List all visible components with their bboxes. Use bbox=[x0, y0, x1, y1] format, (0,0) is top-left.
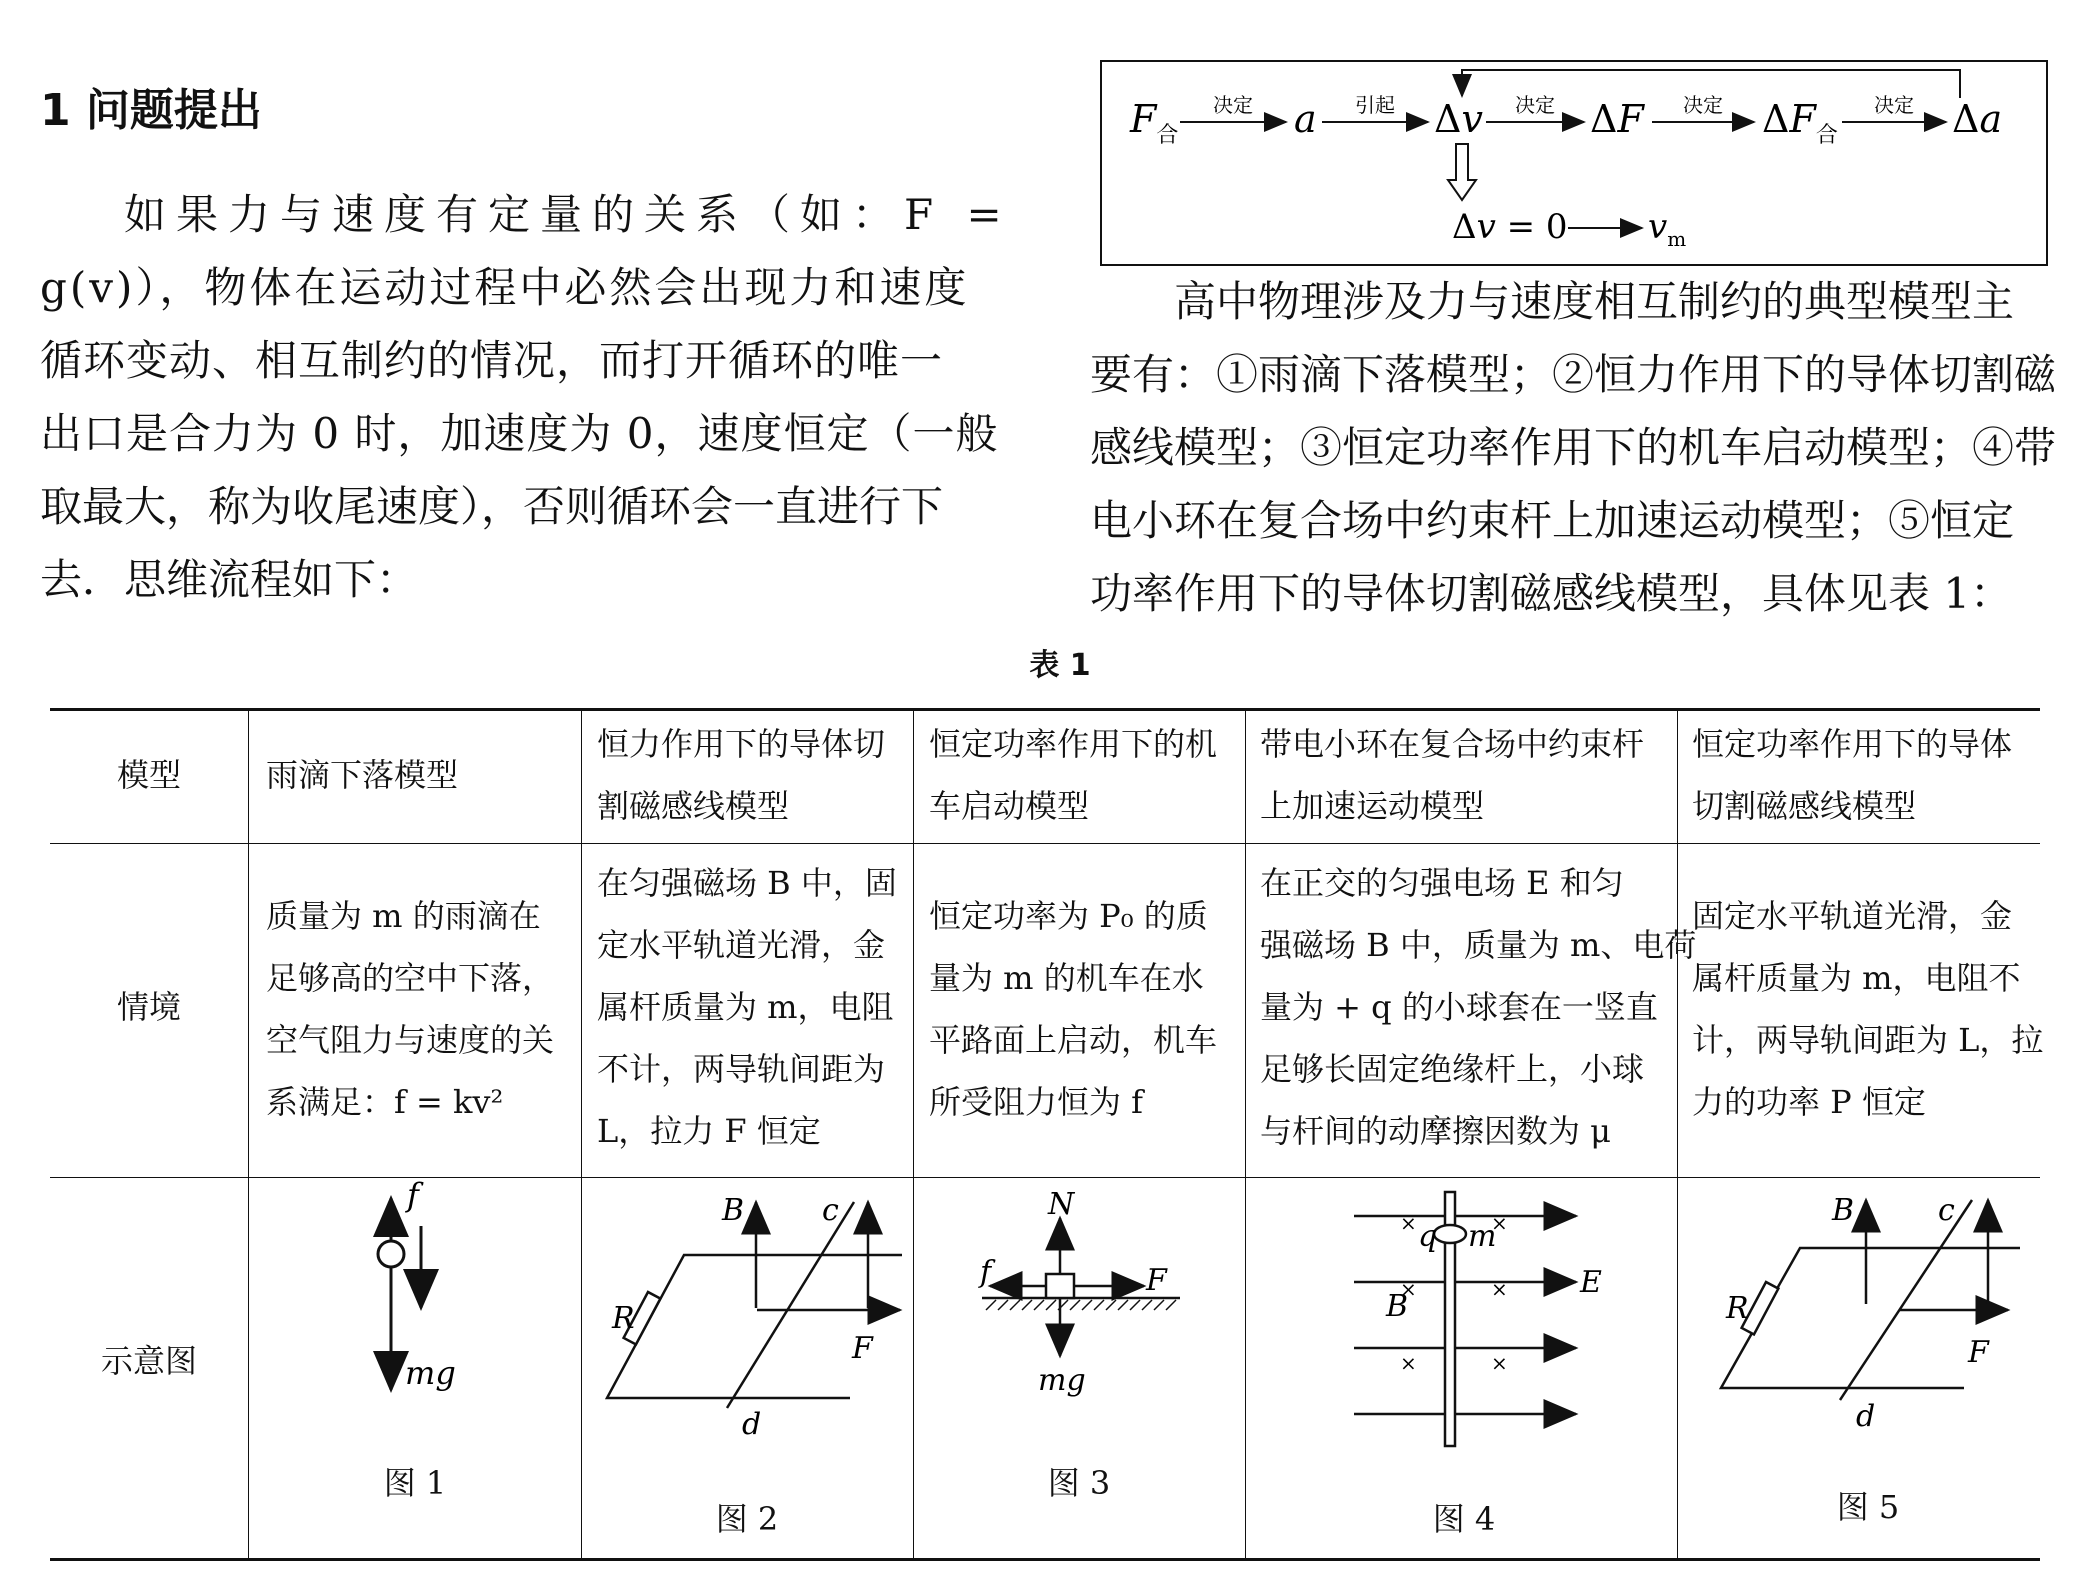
table-top-rule bbox=[50, 708, 2040, 711]
model-line: 恒定功率作用下的导体 bbox=[1692, 725, 2013, 763]
situation-line: 属杆质量为 m，电阻不 bbox=[1692, 959, 2021, 997]
intro-line: 出口是合力为 0 时，加速度为 0，速度恒定（一般 bbox=[40, 409, 999, 458]
figure-5-rails bbox=[1678, 1178, 2040, 1448]
model-cell-1 bbox=[266, 744, 458, 806]
row-header-model: 模型 bbox=[116, 756, 181, 794]
flow-node-f-net-sub: 合 bbox=[1156, 123, 1179, 148]
label-R: R bbox=[1726, 1291, 1749, 1326]
intro-line: 如果力与速度有定量的关系（如：F = bbox=[124, 190, 1012, 239]
figure-2-label: 图 2 bbox=[715, 1500, 779, 1538]
models-line: 电小环在复合场中约束杆上加速运动模型；⑤恒定 bbox=[1090, 496, 2015, 545]
model-line: 雨滴下落模型 bbox=[266, 756, 459, 794]
metal-rod bbox=[1840, 1200, 1972, 1400]
label-F: F bbox=[852, 1331, 873, 1366]
model-line: 割磁感线模型 bbox=[597, 787, 790, 825]
cross-mark: × bbox=[1491, 1351, 1508, 1375]
label-d: d bbox=[742, 1407, 762, 1442]
flow-node-da: Δa bbox=[1952, 97, 2003, 141]
situation-line: 在正交的匀强电场 E 和匀 bbox=[1260, 864, 1624, 902]
label-F: F bbox=[1968, 1335, 1989, 1370]
table-col-rule bbox=[913, 710, 914, 1559]
ground-hatching bbox=[986, 1300, 1176, 1310]
figure-4-composite-field bbox=[1246, 1178, 1677, 1448]
flow-exit-result: $v_m$ bbox=[1648, 207, 1687, 251]
situation-cell-3 bbox=[929, 885, 1217, 1133]
flow-node-a: a bbox=[1294, 97, 1317, 141]
model-cell-3 bbox=[929, 713, 1217, 837]
row-header-diagram: 示意图 bbox=[100, 1342, 197, 1380]
label-q: q bbox=[1418, 1219, 1438, 1254]
flow-node-f-net: $F_合$ bbox=[1130, 97, 1179, 148]
model-cell-5 bbox=[1692, 713, 2012, 837]
situation-line: 定水平轨道光滑，金 bbox=[597, 926, 886, 964]
situation-line: 平路面上启动，机车 bbox=[929, 1021, 1218, 1059]
model-cell-4 bbox=[1260, 713, 1644, 837]
models-paragraph bbox=[1090, 265, 2057, 630]
situation-line: 力的功率 P 恒定 bbox=[1692, 1083, 1926, 1121]
label-B: B bbox=[1386, 1289, 1409, 1324]
label-N: N bbox=[1048, 1187, 1075, 1222]
label-E: E bbox=[1580, 1265, 1602, 1300]
models-line: 高中物理涉及力与速度相互制约的典型模型主 bbox=[1174, 277, 2015, 326]
situation-cell-5 bbox=[1692, 885, 2043, 1133]
models-line: 感线模型；③恒定功率作用下的机车启动模型；④带 bbox=[1090, 423, 2057, 472]
situation-cell-4 bbox=[1260, 852, 1696, 1162]
models-line: 要有：①雨滴下落模型；②恒力作用下的导体切割磁 bbox=[1090, 350, 2057, 399]
cross-mark: × bbox=[1491, 1277, 1508, 1301]
flow-exit-condition: Δv = 0 bbox=[1452, 207, 1568, 247]
model-line: 恒力作用下的导体切 bbox=[597, 725, 886, 763]
figure-5-label: 图 5 bbox=[1836, 1488, 1900, 1526]
flow-diagram bbox=[1102, 62, 2046, 264]
label-R: R bbox=[612, 1301, 635, 1336]
row-header-situation: 情境 bbox=[116, 988, 181, 1026]
label-mg: mg bbox=[1038, 1363, 1086, 1398]
flow-arrow-label: 决定 bbox=[1213, 93, 1253, 117]
label-F: F bbox=[1146, 1263, 1167, 1298]
situation-line: 不计，两导轨间距为 bbox=[597, 1050, 886, 1088]
flow-node-dF-net: $\Delta F_合$ bbox=[1762, 97, 1838, 148]
cross-mark: × bbox=[1400, 1351, 1417, 1375]
situation-cell-2 bbox=[597, 852, 897, 1162]
figure-3-locomotive bbox=[914, 1178, 1245, 1428]
situation-line: 强磁场 B 中，质量为 m、电荷 bbox=[1260, 926, 1697, 964]
flow-arrow-label: 决定 bbox=[1515, 93, 1555, 117]
table-caption: 表 1 bbox=[1029, 648, 1091, 683]
table-row-rule bbox=[50, 843, 2040, 844]
model-line: 带电小环在复合场中约束杆 bbox=[1260, 725, 1645, 763]
table-bottom-rule bbox=[50, 1558, 2040, 1561]
model-line: 恒定功率作用下的机 bbox=[929, 725, 1218, 763]
intro-line: 循环变动、相互制约的情况，而打开循环的唯一 bbox=[40, 336, 944, 385]
situation-line: 与杆间的动摩擦因数为 μ bbox=[1260, 1112, 1611, 1150]
rails bbox=[607, 1255, 902, 1398]
charged-ring bbox=[1434, 1225, 1466, 1243]
label-B: B bbox=[1832, 1193, 1855, 1228]
situation-line: 在匀强磁场 B 中，固 bbox=[597, 864, 897, 902]
locomotive-block bbox=[1046, 1274, 1074, 1298]
model-line: 上加速运动模型 bbox=[1260, 787, 1485, 825]
label-f: f bbox=[407, 1178, 419, 1214]
label-d: d bbox=[1856, 1399, 1876, 1434]
model-line: 车启动模型 bbox=[929, 787, 1090, 825]
situation-line: 足够长固定绝缘杆上，小球 bbox=[1260, 1050, 1645, 1088]
situation-line: 固定水平轨道光滑，金 bbox=[1692, 897, 2013, 935]
flow-arrow-label: 决定 bbox=[1874, 93, 1914, 117]
cross-mark: × bbox=[1400, 1211, 1417, 1235]
situation-line: 所受阻力恒为 f bbox=[929, 1083, 1144, 1121]
flow-arrow-label: 决定 bbox=[1683, 93, 1723, 117]
situation-line: 属杆质量为 m，电阻 bbox=[597, 988, 894, 1026]
flow-arrow-label: 引起 bbox=[1355, 93, 1395, 117]
situation-cell-1 bbox=[266, 885, 554, 1133]
situation-line: 系满足：f = kv² bbox=[266, 1083, 504, 1121]
metal-rod bbox=[727, 1202, 854, 1408]
situation-line: 质量为 m 的雨滴在 bbox=[266, 897, 541, 935]
figure-4-label: 图 4 bbox=[1432, 1500, 1496, 1538]
model-line: 切割磁感线模型 bbox=[1692, 787, 1917, 825]
figure-2-rails bbox=[582, 1178, 913, 1478]
situation-line: 量为 m 的机车在水 bbox=[929, 959, 1204, 997]
cross-mark: × bbox=[1400, 1277, 1417, 1301]
flow-node-dF: ΔF bbox=[1590, 97, 1644, 141]
situation-line: 空气阻力与速度的关 bbox=[266, 1021, 555, 1059]
situation-line: 计，两导轨间距为 L，拉 bbox=[1692, 1021, 2044, 1059]
intro-line: g(v)），物体在运动过程中必然会出现力和速度 bbox=[40, 263, 970, 312]
situation-line: 量为 + q 的小球套在一竖直 bbox=[1260, 988, 1658, 1026]
intro-line: 去．思维流程如下： bbox=[40, 555, 419, 604]
flow-node-dv: Δv bbox=[1434, 97, 1483, 141]
section-title: 1 问题提出 bbox=[40, 85, 262, 136]
label-f: f bbox=[980, 1255, 992, 1290]
flow-exit-arrow bbox=[1448, 144, 1476, 200]
cross-mark: × bbox=[1491, 1211, 1508, 1235]
label-B: B bbox=[722, 1193, 745, 1228]
label-c: c bbox=[1938, 1193, 1955, 1228]
label-mg: mg bbox=[405, 1354, 456, 1392]
intro-paragraph bbox=[40, 178, 1012, 616]
intro-line: 取最大，称为收尾速度），否则循环会一直进行下 bbox=[40, 482, 944, 531]
figure-1-label: 图 1 bbox=[383, 1464, 447, 1502]
label-c: c bbox=[822, 1193, 839, 1228]
model-cell-2 bbox=[597, 713, 885, 837]
label-m: m bbox=[1468, 1219, 1497, 1254]
situation-line: 足够高的空中下落， bbox=[266, 959, 555, 997]
situation-line: L，拉力 F 恒定 bbox=[597, 1112, 821, 1150]
models-line: 功率作用下的导体切割磁感线模型，具体见表 1： bbox=[1090, 569, 2013, 618]
raindrop bbox=[378, 1241, 404, 1267]
thinking-flow-chart bbox=[1100, 60, 2048, 266]
situation-line: 恒定功率为 P₀ 的质 bbox=[929, 897, 1208, 935]
figure-3-label: 图 3 bbox=[1047, 1464, 1111, 1502]
